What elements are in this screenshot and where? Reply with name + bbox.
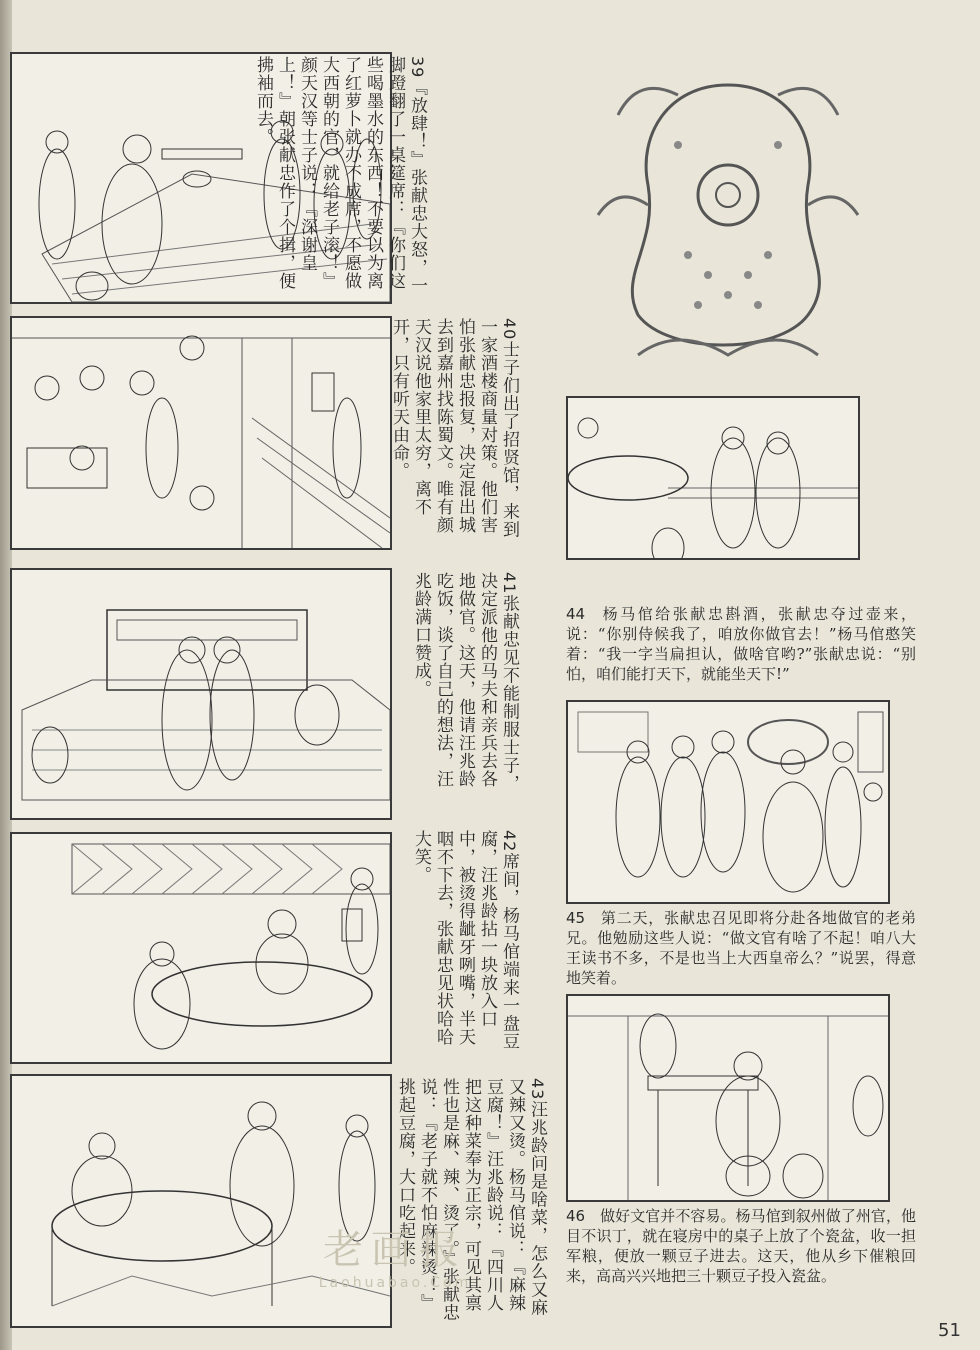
illustration-panel-45 [566,700,890,904]
caption-number: 43 [528,1078,547,1101]
watermark-url: Laohuabao.Com [318,1275,472,1291]
tofu-dinner-illustration [12,834,390,1062]
caption-44 [566,604,916,684]
pouring-wine-illustration [568,398,858,558]
page-number: 51 [938,1320,961,1341]
caption-45 [566,908,916,988]
caption-text: 张献忠见不能制服士子，决定派他的马夫和亲兵去各地做官。这天，他请汪兆龄吃饭，谈了自己的想法，汪兆龄满口赞成。 [411,572,519,793]
caption-text: 士子们出了招贤馆，来到一家酒楼商量对策。他们害怕张献忠报复，决定混出城去到嘉州找陈蜀文。唯有颜天汉说他家里太穷，离不开，只有听天由命。 [389,318,519,539]
caption-text: 汪兆龄问是啥菜，怎么又麻又辣又烫。杨马倌说：『麻辣豆腐！』汪兆龄说：『四川人把这种菜奉为正宗，可见其禀性也是麻、辣、烫了。』张献忠说：『老子就不怕麻辣烫！』挑起豆腐，大口吃起来。 [395,1078,547,1322]
caption-number: 39 [408,56,427,79]
audience-hall-illustration [568,702,888,902]
watermark-title: 老画报 [323,1227,467,1273]
illustration-panel-46 [566,994,890,1202]
palace-hall-illustration [12,570,390,818]
illustration-panel-40 [10,316,392,550]
illustration-panel-42 [10,832,392,1064]
caption-text: 杨马倌给张献忠斟酒，张献忠夺过壶来，说：“你别侍候我了，咱放你做官去！”杨马倌憨笑着：“我一字当扁担认，做啥官哟?”张献忠说：“别怕，咱们能打天下，就能坐天下!” [566,605,916,683]
caption-number: 41 [500,572,519,595]
tavern-illustration [12,318,390,548]
caption-text: 做好文官并不容易。杨马倌到叙州做了州官，他目不识丁，就在寝房中的桌子上放了个瓷盆，收一担军粮，便放一颗豆子进去。这天，他从乡下催粮回来，高高兴兴地把三十颗豆子投入瓷盆。 [566,1207,916,1285]
caption-number: 45 [566,909,586,927]
dragon-seal-icon [578,55,878,375]
caption-number: 40 [500,318,519,341]
site-watermark [230,1218,560,1291]
illustration-panel-41 [10,568,392,820]
caption-41 [388,572,520,802]
caption-number: 44 [566,605,586,623]
caption-number: 46 [566,1207,586,1225]
caption-46 [566,1206,916,1286]
caption-text: 席间，杨马倌端来一盘豆腐，汪兆龄拈一块放入口中，被烫得龇牙咧嘴，半天咽不下去，张献忠见状哈哈大笑。 [411,830,519,1051]
illustration-panel-44 [566,396,860,560]
caption-39 [252,56,428,306]
caption-number: 42 [500,830,519,853]
caption-text: 『放肆！』张献忠大怒，一脚蹬翻了一桌筵席：『你们这些喝墨水的东西！不要以为离了红萝卜就办不成席，不愿做大西朝的官，就给老子滚！』颜天汉等士子说：『深谢皇上！』朝张献忠作了个揖，便拂袖而去。 [253,56,427,295]
caption-text: 第二天，张献忠召见即将分赴各地做官的老弟兄。他勉励这些人说：“做文官有啥了不起！咱八大王读书不多，不是也当上大西皇帝么？”说罢，得意地笑着。 [566,909,916,987]
caption-40 [388,318,520,550]
bedroom-desk-illustration [568,996,888,1200]
caption-42 [388,830,520,1062]
